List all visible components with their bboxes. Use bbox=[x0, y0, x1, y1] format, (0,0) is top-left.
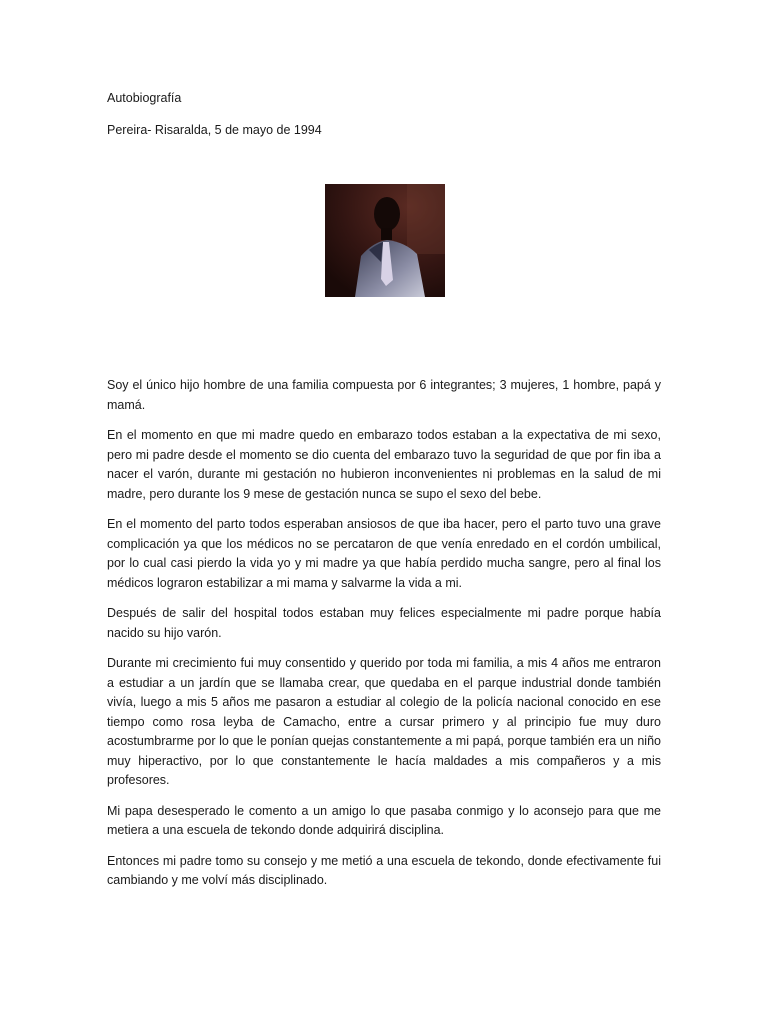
paragraph: Mi papa desesperado le comento a un amigo lo que pasaba conmigo y lo aconsejo para que me metiera a una escuela de tekondo donde adquirirá disciplina. bbox=[107, 803, 661, 837]
paragraph: En el momento en que mi madre quedo en embarazo todos estaban a la expectativa de mi sexo, pero mi padre desde el momento se dio cuenta del embarazo tuvo la seguridad de que por fin iba a nacer el varón, durante mi gestación no hubieron inconvenientes ni problemas en la salud de mi madre, pero durante los 9 mese de gestación nunca se supo el sexo del bebe. bbox=[107, 428, 661, 501]
portrait-photo bbox=[325, 184, 445, 297]
document-title: Autobiografía bbox=[107, 91, 182, 105]
paragraph: Después de salir del hospital todos estaban muy felices especialmente mi padre porque había nacido su hijo varón. bbox=[107, 606, 661, 640]
paragraph: Entonces mi padre tomo su consejo y me metió a una escuela de tekondo, donde efectivamente fui cambiando y me volví más disciplinado. bbox=[107, 853, 661, 887]
paragraph: Durante mi crecimiento fui muy consentido y querido por toda mi familia, a mis 4 años me entraron a estudiar a un jardín que se llamaba crear, que quedaba en el parque industrial donde también vivía, luego a mis 5 años me pasaron a estudiar al colegio de la policía nacional conocido en ese tiempo como rosa leyba de Camacho, entre a cursar primero y al principio fue muy duro acostumbrarme por lo que le ponían quejas constantemente a mi papá, porque también era un niño muy hiperactivo, por lo que constantemente le hacía maldades a mis compañeros y a mis profesores. bbox=[107, 656, 661, 787]
paragraph: En el momento del parto todos esperaban ansiosos de que iba hacer, pero el parto tuvo una grave complicación ya que los médicos no se percataron de que venía enredado en el cordón umbilical, por lo cual casi pierdo la vida yo y mi madre ya que había perdido mucha sangre, pero al final los médicos lograron estabilizar a mi mama y salvarme la vida a mi. bbox=[107, 517, 661, 590]
paragraph: Soy el único hijo hombre de una familia compuesta por 6 integrantes; 3 mujeres, 1 hombre, papá y mamá. bbox=[107, 378, 661, 412]
portrait-photo-graphic bbox=[325, 184, 445, 297]
body-text bbox=[107, 376, 661, 902]
place-date-line: Pereira- Risaralda, 5 de mayo de 1994 bbox=[107, 123, 322, 137]
